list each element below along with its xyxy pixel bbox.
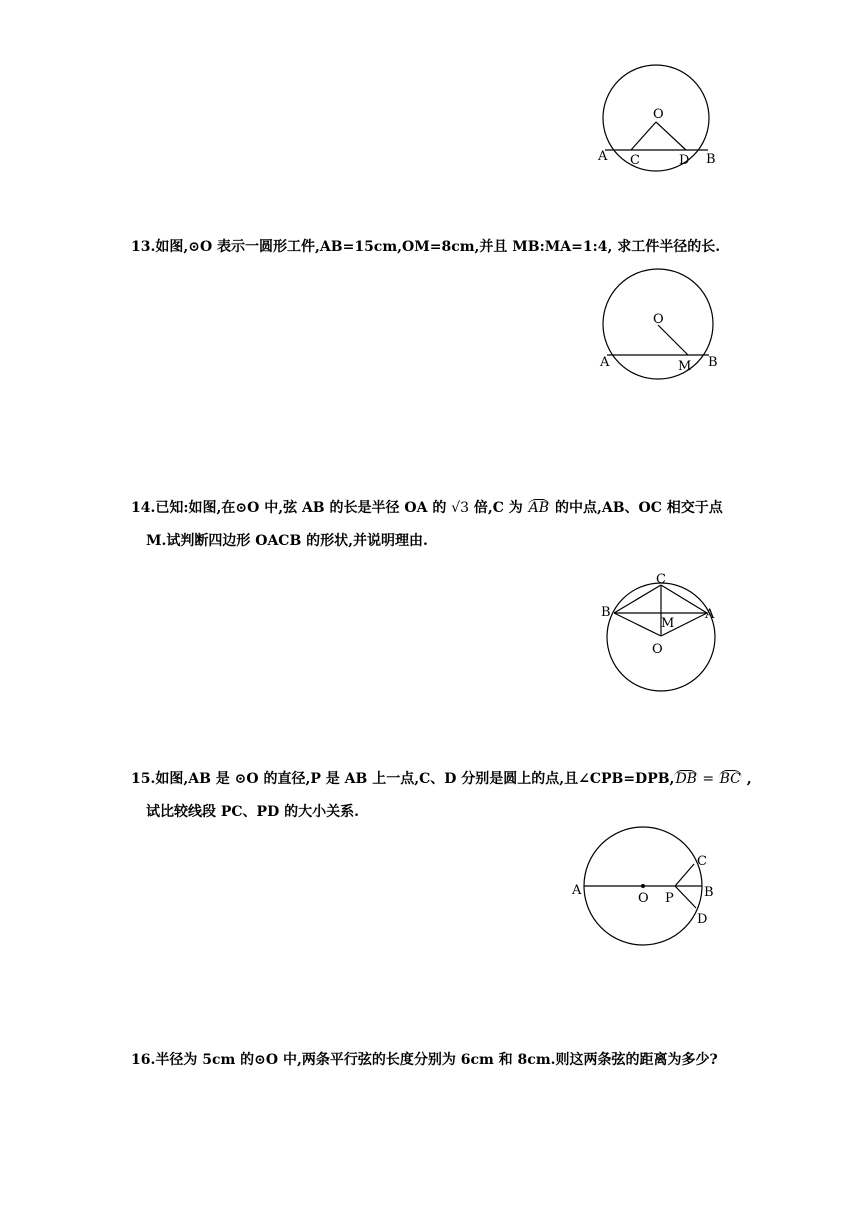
label-c: C [697, 854, 707, 869]
label-a: A [705, 607, 715, 622]
label-a: A [598, 149, 608, 164]
label-o: O [653, 312, 664, 327]
segment-ob [614, 613, 661, 636]
figure-15 [568, 826, 718, 950]
label-m: M [661, 616, 675, 631]
question-15-line-2: 试比较线段 PC、PD 的大小关系. [146, 804, 359, 820]
q14-sqrt3: √3 [451, 500, 470, 516]
q14-arc-ab: AB [528, 500, 550, 516]
question-14-line-2: M.试判断四边形 OACB 的形状,并说明理由. [146, 533, 428, 549]
q15-text-a: 15.如图,AB 是 ⊙O 的直径,P 是 AB 上一点,C、D 分别是圆上的点,且∠CPB=DPB, [131, 771, 675, 787]
segment-oc [631, 122, 656, 150]
segment-bc [614, 585, 661, 613]
q14-text-a: 14.已知:如图,在⊙O 中,弦 AB 的长是半径 OA 的 [131, 500, 447, 516]
label-b: B [708, 355, 718, 370]
label-c: C [630, 153, 640, 168]
segment-pc [675, 864, 694, 886]
q15-equals: = [697, 771, 719, 787]
label-a: A [572, 883, 582, 898]
label-o: O [638, 891, 649, 906]
figure-14 [595, 570, 725, 695]
label-m: M [678, 359, 692, 374]
label-a: A [600, 355, 610, 370]
figure-12 [590, 62, 725, 180]
q14-text-b: 倍,C 为 [473, 500, 523, 516]
question-15-line-1 [131, 770, 752, 788]
label-d: D [697, 912, 708, 927]
q15-arc-bc: BC [719, 771, 741, 787]
label-c: C [656, 572, 666, 587]
segment-om [658, 325, 688, 355]
question-16: 16.半径为 5cm 的⊙O 中,两条平行弦的长度分别为 6cm 和 8cm.则这两条弦的距离为多少? [131, 1052, 718, 1068]
center-dot [641, 884, 645, 888]
label-p: P [665, 891, 674, 906]
figure-13 [592, 268, 727, 386]
q15-arc-db: DB [675, 771, 697, 787]
label-d: D [679, 153, 690, 168]
label-o: O [652, 642, 663, 657]
label-b: B [601, 605, 611, 620]
q14-text-c: 的中点,AB、OC 相交于点 [554, 500, 723, 516]
q15-text-b: , [741, 771, 752, 787]
label-o: O [653, 107, 664, 122]
label-b: B [706, 152, 716, 167]
question-14-line-1 [131, 499, 723, 517]
segment-pd [675, 886, 696, 908]
question-13: 13.如图,⊙O 表示一圆形工件,AB=15cm,OM=8cm,并且 MB:MA=1:4, 求工件半径的长. [131, 239, 721, 255]
label-b: B [704, 885, 714, 900]
segment-od [656, 122, 686, 150]
